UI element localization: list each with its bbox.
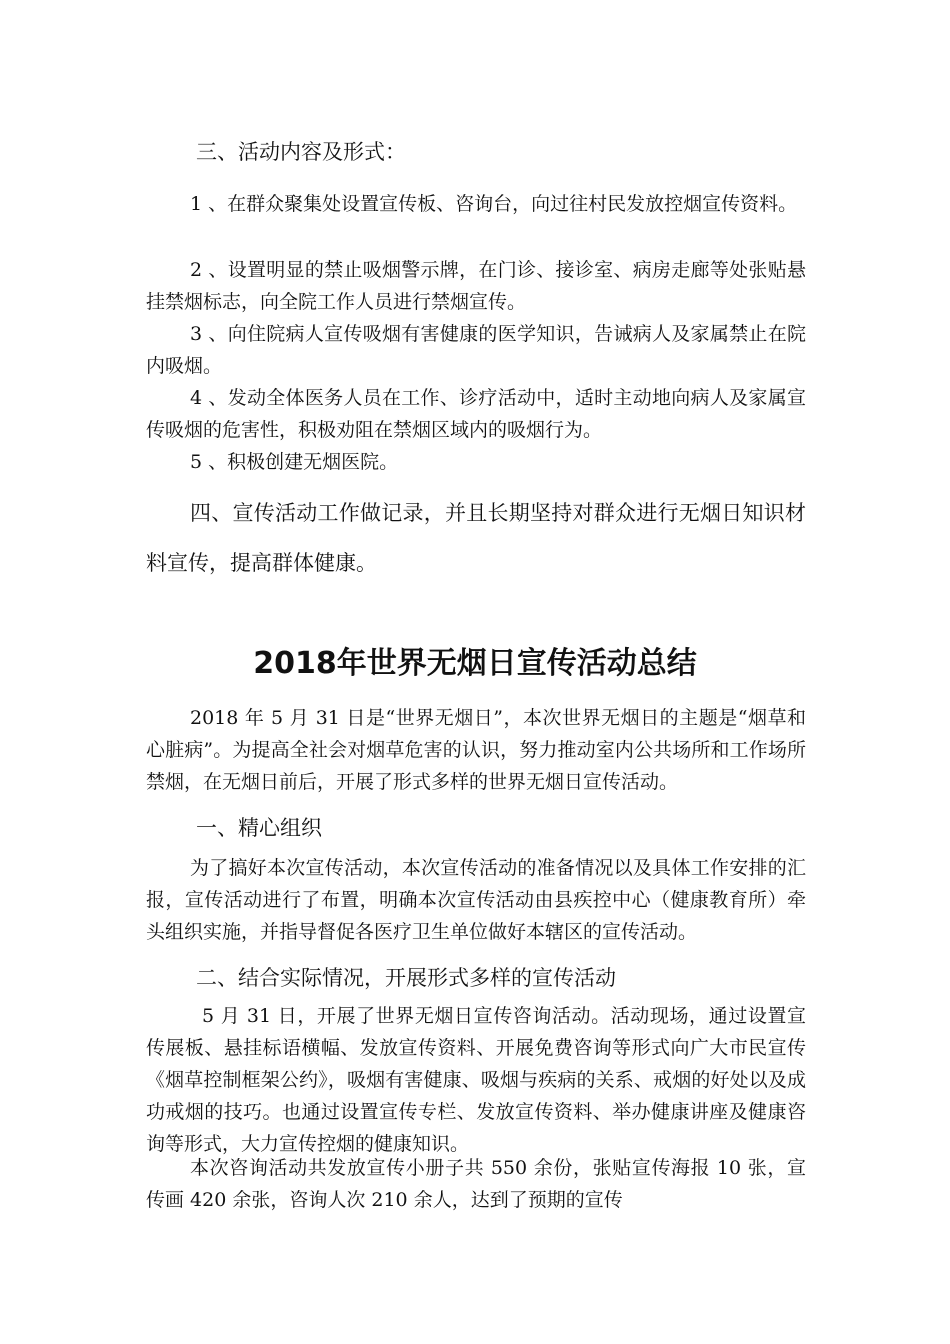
section-3-item-2: 2 、设置明显的禁止吸烟警示牌，在门诊、接诊室、病房走廊等处张贴悬挂禁烟标志，向全院工作人员进行禁烟宣传。	[146, 259, 806, 313]
subheading-2: 二、结合实际情况，开展形式多样的宣传活动	[196, 966, 616, 990]
activity-paragraph: 5 月 31 日，开展了世界无烟日宣传咨询活动。活动现场，通过设置宣传展板、悬挂标语横幅、发放宣传资料、开展免费咨询等形式向广大市民宣传《烟草控制框架公约》，吸烟有害健康、吸烟与疾病的关系、戒烟的好处以及成功戒烟的技巧。也通过设置宣传专栏、发放宣传资料、举办健康讲座及健康咨询等形式，大力宣传控烟的健康知识。	[146, 1005, 806, 1155]
section-4-paragraph: 四、宣传活动工作做记录，并且长期坚持对群众进行无烟日知识材料宣传，提高群体健康。	[146, 501, 806, 575]
section-3-heading: 三、活动内容及形式：	[196, 140, 406, 164]
intro-paragraph: 2018 年 5 月 31 日是“世界无烟日”，本次世界无烟日的主题是“烟草和心脏病”。为提高全社会对烟草危害的认识，努力推动室内公共场所和工作场所禁烟，在无烟日前后，开展了形式多样的世界无烟日宣传活动。	[146, 707, 806, 793]
section-3-item-1: 1 、在群众聚集处设置宣传板、咨询台，向过往村民发放控烟宣传资料。	[190, 193, 798, 215]
subheading-1: 一、精心组织	[196, 816, 322, 840]
section-3-item-5: 5 、积极创建无烟医院。	[190, 451, 399, 473]
results-paragraph: 本次咨询活动共发放宣传小册子共 550 余份，张贴宣传海报 10 张，宣传画 420 余张，咨询人次 210 余人，达到了预期的宣传	[146, 1157, 806, 1211]
document-title: 2018年世界无烟日宣传活动总结	[253, 646, 697, 681]
organize-paragraph: 为了搞好本次宣传活动，本次宣传活动的准备情况以及具体工作安排的汇报，宣传活动进行了布置，明确本次宣传活动由县疾控中心（健康教育所）牵头组织实施，并指导督促各医疗卫生单位做好本辖区的宣传活动。	[146, 857, 806, 943]
section-3-item-4: 4 、发动全体医务人员在工作、诊疗活动中，适时主动地向病人及家属宣传吸烟的危害性，积极劝阻在禁烟区域内的吸烟行为。	[146, 387, 806, 441]
section-3-item-3: 3 、向住院病人宣传吸烟有害健康的医学知识，告诫病人及家属禁止在院内吸烟。	[146, 323, 806, 377]
